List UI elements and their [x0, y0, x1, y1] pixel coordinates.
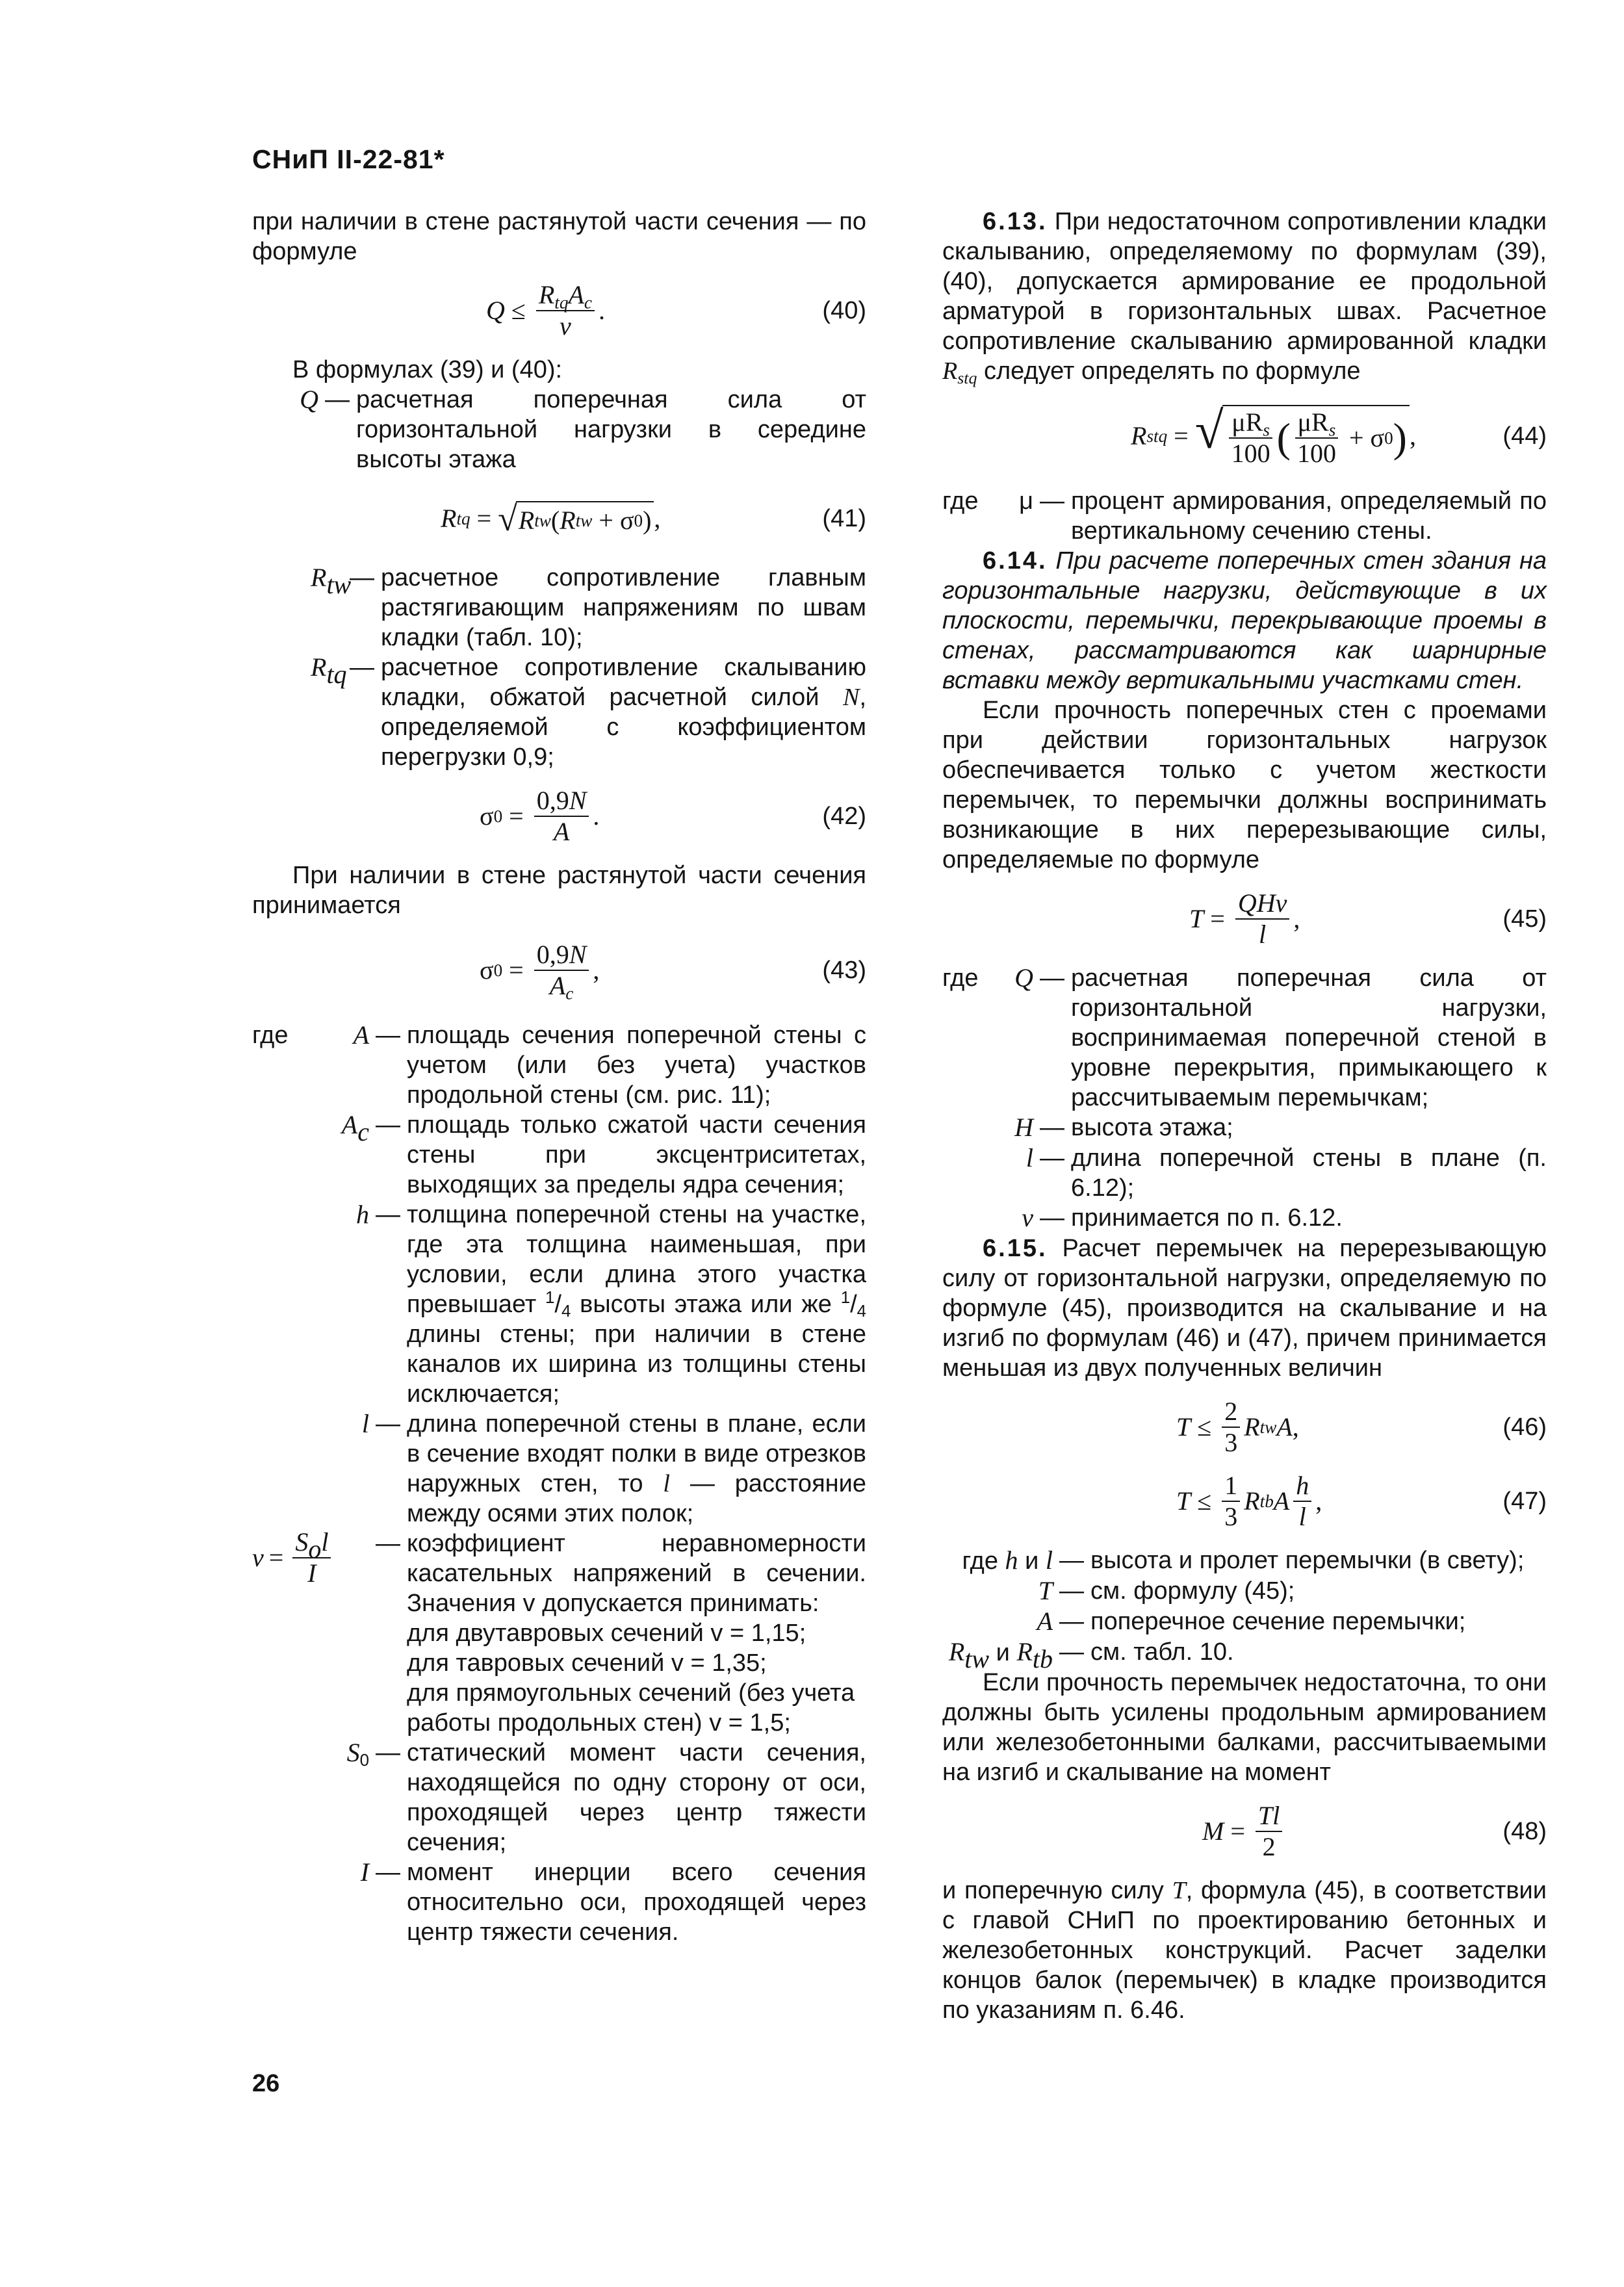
- text-run: При недостаточном сопротивлении кладки скалыванию, определяемому по формулам (39), (40), допускается армирование ее продольной арматурой в горизонтальных швах. Расчетное сопротивление скалыванию армированной кладки: [942, 208, 1547, 355]
- formula-punctuation: .: [593, 801, 600, 831]
- definition-symbol: R: [311, 653, 327, 682]
- formula-symbol: R: [1131, 421, 1147, 450]
- formula-44: R stq = √ $\frac{\mu R_s}{100}$ ( $\frac{\mu R_s}{100}$ + σ 0 ) , (44): [1131, 402, 1547, 468]
- text-line: для тавровых сечений v = 1,35;: [407, 1649, 767, 1677]
- fraction: [1222, 1398, 1240, 1456]
- formula-symbol: μR: [1297, 407, 1329, 437]
- text-line: для двутавровых сечений v = 1,15;: [407, 1620, 806, 1647]
- text-run: , формула (45), в соответствии с главой СНиП по проектированию бетонных и железобетонных конструкций. Расчет заделки концов балок (перемычек) в кладке производится по указаниям п. 6.46.: [942, 1877, 1547, 2024]
- formula-operator: =: [509, 955, 524, 985]
- formula-operator: =: [1230, 1816, 1245, 1846]
- formula-denominator: 100: [1231, 439, 1270, 468]
- definition-symbol: v: [1022, 1203, 1033, 1232]
- formula-numerator: Tl: [1256, 1802, 1282, 1832]
- section-number: 6.13.: [983, 208, 1048, 235]
- definition-text: статический момент части сечения, находящейся по одну сторону от оси, проходящей через центр тяжести сечения;: [407, 1739, 866, 1856]
- text-line: для прямоугольных сечений (без учета работы продольных стен) v = 1,5;: [407, 1679, 855, 1737]
- paragraph: [942, 1234, 1547, 1383]
- definition-item: $R_{tq}$ — расчетное сопротивление скалыванию кладки, обжатой расчетной силой N, определяемой с коэффициентом перегрузки 0,9;: [311, 653, 866, 771]
- formula-numerator: 2: [1222, 1398, 1240, 1428]
- fraction-numerator: 1: [840, 1288, 851, 1307]
- definition-text: площадь сечения поперечной стены с учетом (или без учета) участков продольной стены (см. рис. 11);: [407, 1022, 866, 1109]
- definition-symbol: R: [311, 563, 327, 592]
- formula-symbol: σ: [1370, 423, 1385, 452]
- formula-operator: ≤: [511, 296, 526, 325]
- formula-denominator: 100: [1296, 439, 1336, 468]
- formula-symbol: σ: [480, 801, 494, 831]
- definition-text: см. формулу (45);: [1090, 1577, 1295, 1605]
- definition-item: $R_{tw}$ и $R_{tb}$ — см. табл. 10.: [942, 1637, 1547, 1668]
- definition-subscript: c: [357, 1117, 369, 1147]
- conjunction: и: [989, 1639, 1017, 1666]
- formula-symbol: A: [568, 280, 584, 309]
- definition-item: где μ — процент армирования, определяемый по вертикальному сечению стены.: [942, 487, 1547, 545]
- paragraph: [942, 207, 1547, 386]
- where-label: где: [962, 1547, 998, 1575]
- definition-symbol: H: [1014, 1113, 1033, 1142]
- definition-item: T — см. формулу (45);: [942, 1576, 1547, 1607]
- paragraph: [942, 1876, 1547, 2025]
- formula-symbol: N: [569, 940, 587, 969]
- fraction: [1293, 1472, 1311, 1531]
- definition-subscript: tw: [964, 1644, 990, 1674]
- definition-text: процент армирования, определяемый по вертикальному сечению стены.: [1071, 487, 1547, 545]
- formula-subscript: s: [1328, 420, 1336, 440]
- formula-48: [942, 1802, 1547, 1861]
- definition-text: момент инерции всего сечения относительно оси, проходящей через центр тяжести сечения.: [407, 1859, 866, 1946]
- definition-text: принимается по п. 6.12.: [1071, 1204, 1343, 1232]
- fraction: [1229, 409, 1273, 467]
- formula-42: σ 0 = $\frac{0,9N}{A}$ . (42): [480, 786, 866, 846]
- formula-numerator: h: [1293, 1472, 1311, 1502]
- paragraph: При наличии в стене растянутой части сечения принимается: [252, 862, 866, 919]
- definition-symbol: T: [1038, 1576, 1053, 1605]
- definition-symbol: R: [1016, 1637, 1033, 1666]
- text-run: коэффициент неравномерности касательных напряжений в сечении. Значения v допускается принимать:: [407, 1530, 866, 1617]
- formula-punctuation: ,: [593, 955, 600, 985]
- definition-symbol: A: [1037, 1607, 1053, 1636]
- definition-symbol: Q: [1014, 963, 1033, 992]
- formula-punctuation: ,: [1409, 421, 1416, 450]
- definition-subscript: tb: [1032, 1644, 1053, 1674]
- fraction: [1222, 1472, 1240, 1531]
- text-run: расчетное сопротивление скалыванию кладки, обжатой расчетной силой: [381, 654, 866, 711]
- definition-list: [942, 486, 1547, 546]
- where-label: где: [252, 1022, 289, 1049]
- formula-punctuation: .: [598, 296, 605, 325]
- formula-denominator: v: [560, 311, 571, 341]
- definition-text: см. табл. 10.: [1090, 1638, 1234, 1666]
- equation-number: (46): [1502, 1414, 1547, 1441]
- formula-symbol: μR: [1231, 407, 1263, 437]
- formula-symbol: R: [1244, 1486, 1260, 1516]
- formula-symbol: A: [549, 971, 566, 1000]
- definition-item: h — толщина поперечной стены на участке, где эта толщина наименьшая, при условии, если длина этого участка превышает $^1/_4$ высоты этажа или же $^1/_4$ длины стены; при наличии в стене каналов их ширина из толщины стены исключается;: [356, 1200, 866, 1408]
- definition-text: высота и пролет перемычки (в свету);: [1090, 1547, 1525, 1574]
- formula-number: 0,9: [536, 786, 569, 815]
- definition-symbol: h: [356, 1200, 369, 1229]
- definition-symbol: A: [353, 1020, 369, 1050]
- text-run: , определяемой с коэффициентом перегрузки 0,9;: [381, 684, 866, 771]
- formula-paren: (: [550, 506, 560, 535]
- inline-symbol: N: [843, 684, 860, 711]
- fraction: [536, 281, 595, 340]
- formula-operator: =: [1210, 904, 1225, 933]
- square-root: √ $\frac{\mu R_s}{100}$ ( $\frac{\mu R_s}{100}$ + σ 0 ): [1195, 405, 1410, 467]
- definition-symbol: l: [1025, 1143, 1033, 1172]
- definition-symbol: Q: [300, 385, 318, 414]
- formula-symbol: Q: [486, 296, 505, 325]
- page-number: 26: [252, 2070, 280, 2097]
- definition-symbol: μ: [1019, 487, 1033, 515]
- equation-number: (45): [1502, 905, 1547, 933]
- definition-item: где h и l — высота и пролет перемычки (в свету);: [942, 1545, 1547, 1576]
- equation-number: (41): [822, 505, 866, 532]
- formula-denominator: A: [553, 817, 570, 846]
- definition-list: [942, 963, 1547, 1234]
- where-label: где: [942, 964, 979, 992]
- definition-symbol: S: [346, 1738, 360, 1767]
- definition-list: [942, 1545, 1547, 1674]
- section-number: 6.14.: [983, 547, 1048, 575]
- definition-list: [311, 563, 866, 772]
- inline-subscript: stq: [957, 368, 977, 388]
- fraction: [534, 787, 589, 846]
- definition-text: расчетное сопротивление главным растягивающим напряжениям по швам кладки (табл. 10);: [381, 564, 866, 651]
- text-run: При расчете поперечных стен здания на горизонтальные нагрузки, действующие в их плоскости, перемычки, перекрывающие проемы в стенах, рассматриваются как шарнирные вставки между вертикальными участками стен.: [942, 547, 1547, 694]
- definition-item: $S_0$ — статический момент части сечения, находящейся по одну сторону от оси, проходящей через центр тяжести сечения;: [346, 1738, 866, 1856]
- formula-41: R tq = √ R tw ( R tw + σ 0 ) , (41): [441, 499, 866, 538]
- formula-subscript: tq: [554, 292, 569, 313]
- formula-punctuation: ,: [654, 504, 661, 533]
- definition-subscript: 0: [359, 1751, 369, 1770]
- definition-symbol: I: [360, 1857, 369, 1887]
- definition-symbol: A: [341, 1110, 358, 1139]
- formula-operator: ≤: [1197, 1412, 1212, 1441]
- formula-symbol: l: [321, 1527, 329, 1557]
- paragraph: [942, 546, 1547, 695]
- definition-text: расчетная поперечная сила от горизонтальной нагрузки в середине высоты этажа: [356, 386, 866, 473]
- formula-denominator: l: [1298, 1502, 1306, 1531]
- fraction: [1235, 890, 1290, 948]
- paragraph: Если прочность поперечных стен с проемами при действии горизонтальных нагрузок обеспечивается только с учетом жесткости перемычек, то перемычки должны воспринимать возникающие в них перерезывающие силы, определяемые по формуле: [942, 697, 1547, 873]
- definition-subscript: tw: [326, 570, 352, 600]
- running-header: СНиП II-22-81*: [252, 144, 445, 174]
- formula-symbol: σ: [619, 506, 634, 535]
- definition-item: $R_{tw}$ — расчетное сопротивление главным растягивающим напряжениям по швам кладки (табл. 10);: [311, 563, 866, 651]
- definition-text: расчетная поперечная сила от горизонтальной нагрузки, воспринимаемая поперечной стеной в уровне перекрытия, примыкающего к рассчитываемым перемычкам;: [1071, 964, 1547, 1111]
- square-root: √ R tw ( R tw + σ 0 ): [498, 501, 654, 536]
- equation-number: (47): [1502, 1488, 1547, 1515]
- formula-numerator: QHv: [1235, 890, 1290, 920]
- fraction: [534, 940, 589, 1003]
- definition-item: H — высота этажа;: [942, 1113, 1547, 1143]
- formula-denominator: I: [307, 1558, 316, 1588]
- formula-symbol: R: [560, 506, 576, 535]
- definition-item: l — длина поперечной стены в плане, если в сечение входят полки в виде отрезков наружных стен, то l — расстояние между осями этих полок;: [361, 1409, 866, 1527]
- definition-symbol: h: [1005, 1545, 1018, 1575]
- formula-subscript: o: [308, 1534, 322, 1564]
- paragraph: Если прочность перемычек недостаточна, то они должны быть усилены продольным армированием или железобетонными балками, рассчитываемыми на изгиб и скалывание на момент: [942, 1669, 1547, 1786]
- left-column: [252, 207, 866, 1947]
- definition-symbol: l: [361, 1409, 369, 1438]
- equation-number: (40): [822, 297, 866, 324]
- text-run: толщина поперечной стены на участке, где эта толщина наименьшая, при условии, если длина этого участка превышает: [407, 1201, 866, 1318]
- formula-symbol: A: [1276, 1412, 1293, 1441]
- formula-operator: ≤: [1197, 1486, 1212, 1516]
- fraction-denominator: 4: [561, 1302, 571, 1321]
- formula-operator: +: [599, 506, 613, 535]
- fraction-denominator: 4: [857, 1302, 866, 1321]
- definition-symbol: l: [1045, 1545, 1053, 1575]
- formula-symbol: S: [295, 1527, 309, 1557]
- text-run: — расстояние между осями этих полок;: [407, 1470, 866, 1527]
- formula-45: [942, 889, 1547, 949]
- formula-symbol: R: [518, 506, 535, 535]
- definition-text: [381, 653, 866, 772]
- definition-item: l — длина поперечной стены в плане (п. 6.12);: [1025, 1143, 1547, 1202]
- formula-47: T ≤ $\frac{1}{3}$ R tb A $\frac{h}{l}$ , (47): [1176, 1471, 1547, 1531]
- formula-symbol: A: [1273, 1486, 1290, 1516]
- formula-symbol: R: [1244, 1412, 1260, 1441]
- text-run: и поперечную силу: [942, 1877, 1164, 1904]
- formula-punctuation: ,: [1293, 904, 1300, 933]
- formula-subscript: c: [584, 292, 592, 313]
- definition-text: высота этажа;: [1071, 1114, 1233, 1141]
- formula-number: 0,9: [536, 940, 569, 969]
- definition-item: v — принимается по п. 6.12.: [942, 1203, 1547, 1234]
- formula-subscript: s: [1263, 420, 1270, 440]
- equation-number: (43): [822, 957, 866, 984]
- text-run: Расчет перемычек на перерезывающую силу от горизонтальной нагрузки, определяемую по формуле (45), производится на скалывание и на изгиб по формулам (46) и (47), причем принимается меньшая из двух полученных величин: [942, 1235, 1547, 1382]
- definition-item: I — момент инерции всего сечения относительно оси, проходящей через центр тяжести сечения.: [360, 1857, 866, 1946]
- formula-denominator: 3: [1224, 1428, 1238, 1457]
- formula-operator: =: [268, 1543, 284, 1572]
- formula-punctuation: ,: [1292, 1412, 1299, 1441]
- text-run: длина поперечной стены в плане, если в сечение входят полки в виде отрезков наружных стен, то: [407, 1410, 866, 1497]
- where-label: где: [942, 487, 979, 515]
- formula-punctuation: ,: [1315, 1486, 1322, 1516]
- section-number: 6.15.: [983, 1235, 1048, 1262]
- definition-symbol: R: [948, 1637, 965, 1666]
- text-run: высоты этажа или же: [571, 1291, 841, 1318]
- formula-symbol: M: [1202, 1816, 1224, 1846]
- fraction-numerator: 1: [545, 1288, 555, 1307]
- formula-numerator: 1: [1222, 1472, 1240, 1502]
- conjunction: и: [1018, 1547, 1046, 1575]
- equation-number: (48): [1502, 1818, 1547, 1845]
- definition-text: площадь только сжатой части сечения стены при эксцентриситетах, выходящих за пределы ядра сечения;: [407, 1111, 866, 1198]
- inline-symbol: T: [1172, 1877, 1186, 1904]
- formula-symbol: T: [1176, 1486, 1191, 1516]
- definition-text: [407, 1409, 866, 1529]
- formula-operator: =: [509, 801, 524, 831]
- text-run: следует определять по формуле: [983, 357, 1361, 385]
- formula-denominator: l: [1259, 920, 1267, 949]
- definition-text: толщина поперечной стены на участке, где эта толщина наименьшая, при условии, если длина этого участка превышает $^1/_4$ высоты этажа или же $^1/_4$ длины стены; при наличии в стене каналов их ширина из толщины стены исключается;: [407, 1201, 866, 1408]
- equation-number: (42): [822, 803, 866, 830]
- formula-symbol: R: [538, 280, 555, 309]
- definition-list: [252, 1020, 866, 1947]
- equation-number: (44): [1502, 422, 1547, 450]
- definition-text: [407, 1529, 866, 1738]
- formula-symbol: T: [1189, 904, 1204, 933]
- fraction: [1256, 1802, 1282, 1861]
- formula-40: [252, 281, 866, 341]
- paragraph: при наличии в стене растянутой части сечения — по формуле: [252, 208, 866, 265]
- definition-text: поперечное сечение перемычки;: [1090, 1608, 1466, 1635]
- formula-paren: ): [643, 506, 652, 535]
- definition-item: где Q — расчетная поперечная сила от горизонтальной нагрузки, воспринимаемая поперечной стеной в уровне перекрытия, примыкающего к рассчитываемым перемычкам;: [942, 963, 1547, 1111]
- formula-43: σ 0 = $\frac{0,9N}{A_c}$ , (43): [480, 940, 866, 1003]
- formula-operator: =: [1174, 421, 1189, 450]
- formula-denominator: 2: [1262, 1832, 1276, 1861]
- paragraph: В формулах (39) и (40):: [292, 356, 563, 383]
- fraction: [1295, 409, 1339, 467]
- formula-symbol: σ: [480, 955, 494, 985]
- definition-subscript: tq: [326, 660, 347, 690]
- formula-operator: =: [476, 504, 492, 533]
- definition-item: $A_c$ — площадь только сжатой части сечения стены при эксцентриситетах, выходящих за пределы ядра сечения;: [341, 1110, 866, 1198]
- formula-symbol: T: [1176, 1412, 1191, 1441]
- definition-item: где A — площадь сечения поперечной стены с учетом (или без учета) участков продольной стены (см. рис. 11);: [252, 1020, 866, 1109]
- formula-symbol: N: [569, 786, 587, 815]
- definition-item: A — поперечное сечение перемычки;: [942, 1607, 1547, 1637]
- text-run: длины стены; при наличии в стене каналов их ширина из толщины стены исключается;: [407, 1321, 866, 1408]
- formula-symbol: R: [441, 504, 457, 533]
- formula-operator: +: [1348, 423, 1364, 452]
- inline-symbol: l: [663, 1470, 670, 1497]
- right-column: [942, 207, 1547, 2025]
- formula-46: T ≤ $\frac{2}{3}$ R tw A , (46): [1176, 1397, 1547, 1457]
- fraction: [292, 1529, 331, 1587]
- definition-item: Q — расчетная поперечная сила от горизонтальной нагрузки в середине высоты этажа: [300, 385, 866, 473]
- definition-item: v = $\frac{S_ol}{I}$ — коэффициент неравномерности касательных напряжений в сечении. Значения v допускается принимать: для двутавровых сечений v = 1,15; для тавровых сечений v = 1,35; для прямоугольных сечений (без учета работы продольных стен) v = 1,5;: [252, 1527, 866, 1737]
- formula-denominator: 3: [1224, 1502, 1238, 1531]
- formula-subscript: c: [565, 983, 574, 1003]
- definition-symbol: v: [252, 1543, 264, 1572]
- definition-list: [292, 385, 866, 474]
- definition-text: длина поперечной стены в плане (п. 6.12);: [1071, 1144, 1547, 1202]
- inline-symbol: R: [942, 357, 958, 385]
